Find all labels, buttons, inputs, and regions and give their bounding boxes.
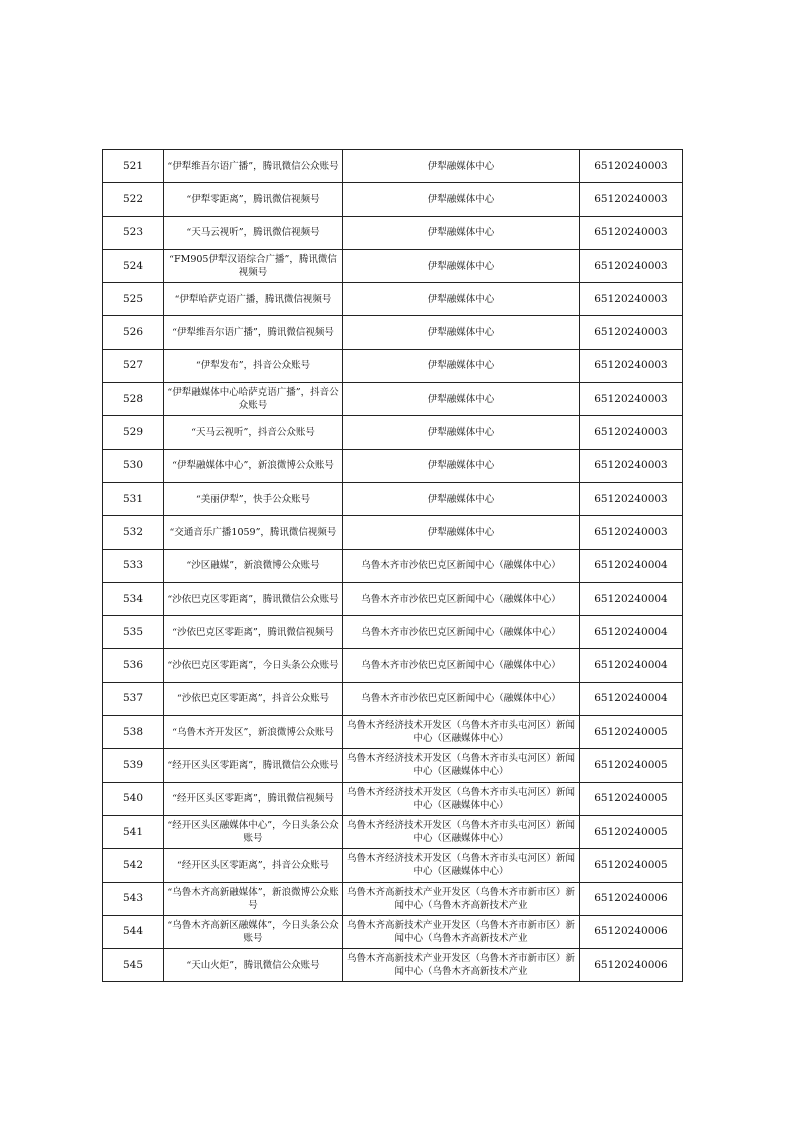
account-name-cell: “沙依巴克区零距离”，腾讯微信公众账号: [164, 582, 343, 615]
table-row: [103, 516, 683, 549]
license-code-cell: 65120240004: [580, 682, 683, 715]
account-name-cell: “沙区融媒”，新浪微博公众账号: [164, 549, 343, 582]
table-row: [103, 449, 683, 482]
organization-name-cell: 乌鲁木齐经济技术开发区（乌鲁木齐市头屯河区）新闻中心（区融媒体中心）: [343, 782, 580, 815]
row-number-cell: 532: [103, 516, 164, 549]
account-name-cell: “天马云视听”，腾讯微信视频号: [164, 216, 343, 249]
account-name-cell: “经开区头区零距离”，抖音公众账号: [164, 849, 343, 882]
account-name-cell: “沙依巴克区零距离”，今日头条公众账号: [164, 649, 343, 682]
license-code-cell: 65120240003: [580, 216, 683, 249]
account-name-cell: “美丽伊犁”，快手公众账号: [164, 482, 343, 515]
table-row: [103, 150, 683, 183]
account-name-cell: “经开区头区零距离”，腾讯微信公众账号: [164, 749, 343, 782]
registry-table: [102, 149, 683, 982]
organization-name-cell: 乌鲁木齐经济技术开发区（乌鲁木齐市头屯河区）新闻中心（区融媒体中心）: [343, 815, 580, 848]
account-name-cell: “沙依巴克区零距离”，抖音公众账号: [164, 682, 343, 715]
row-number-cell: 539: [103, 749, 164, 782]
account-name-cell: “伊犁融媒体中心哈萨克语广播”，抖音公众账号: [164, 383, 343, 416]
license-code-cell: 65120240003: [580, 482, 683, 515]
account-name-cell: “FM905伊犁汉语综合广播”，腾讯微信视频号: [164, 249, 343, 282]
table-row: [103, 782, 683, 815]
table-row: [103, 915, 683, 948]
table-row: [103, 216, 683, 249]
account-name-cell: “沙依巴克区零距离”，腾讯微信视频号: [164, 616, 343, 649]
organization-name-cell: 伊犁融媒体中心: [343, 416, 580, 449]
account-name-cell: “经开区头区零距离”，腾讯微信视频号: [164, 782, 343, 815]
row-number-cell: 541: [103, 815, 164, 848]
table-row: [103, 349, 683, 382]
license-code-cell: 65120240006: [580, 949, 683, 982]
table-row: [103, 882, 683, 915]
license-code-cell: 65120240005: [580, 782, 683, 815]
row-number-cell: 522: [103, 183, 164, 216]
registry-table-body: [103, 150, 683, 982]
row-number-cell: 524: [103, 249, 164, 282]
table-row: [103, 949, 683, 982]
organization-name-cell: 乌鲁木齐高新技术产业开发区（乌鲁木齐市新市区）新闻中心（乌鲁木齐高新技术产业: [343, 882, 580, 915]
license-code-cell: 65120240006: [580, 882, 683, 915]
table-row: [103, 716, 683, 749]
row-number-cell: 523: [103, 216, 164, 249]
organization-name-cell: 伊犁融媒体中心: [343, 316, 580, 349]
organization-name-cell: 伊犁融媒体中心: [343, 249, 580, 282]
row-number-cell: 527: [103, 349, 164, 382]
table-row: [103, 316, 683, 349]
row-number-cell: 544: [103, 915, 164, 948]
row-number-cell: 543: [103, 882, 164, 915]
table-row: [103, 383, 683, 416]
license-code-cell: 65120240004: [580, 582, 683, 615]
row-number-cell: 542: [103, 849, 164, 882]
organization-name-cell: 乌鲁木齐市沙依巴克区新闻中心（融媒体中心）: [343, 649, 580, 682]
table-row: [103, 815, 683, 848]
table-row: [103, 682, 683, 715]
organization-name-cell: 伊犁融媒体中心: [343, 449, 580, 482]
row-number-cell: 531: [103, 482, 164, 515]
organization-name-cell: 伊犁融媒体中心: [343, 183, 580, 216]
account-name-cell: “伊犁融媒体中心”，新浪微博公众账号: [164, 449, 343, 482]
license-code-cell: 65120240003: [580, 183, 683, 216]
organization-name-cell: 乌鲁木齐经济技术开发区（乌鲁木齐市头屯河区）新闻中心（区融媒体中心）: [343, 849, 580, 882]
license-code-cell: 65120240005: [580, 716, 683, 749]
license-code-cell: 65120240004: [580, 549, 683, 582]
account-name-cell: “天山火炬”，腾讯微信公众账号: [164, 949, 343, 982]
row-number-cell: 540: [103, 782, 164, 815]
license-code-cell: 65120240003: [580, 516, 683, 549]
organization-name-cell: 乌鲁木齐市沙依巴克区新闻中心（融媒体中心）: [343, 616, 580, 649]
row-number-cell: 530: [103, 449, 164, 482]
organization-name-cell: 乌鲁木齐经济技术开发区（乌鲁木齐市头屯河区）新闻中心（区融媒体中心）: [343, 716, 580, 749]
row-number-cell: 529: [103, 416, 164, 449]
table-row: [103, 549, 683, 582]
license-code-cell: 65120240006: [580, 915, 683, 948]
row-number-cell: 538: [103, 716, 164, 749]
row-number-cell: 536: [103, 649, 164, 682]
account-name-cell: “伊犁零距离”，腾讯微信视频号: [164, 183, 343, 216]
account-name-cell: “乌鲁木齐高新融媒体”，新浪微博公众账号: [164, 882, 343, 915]
account-name-cell: “乌鲁木齐高新区融媒体”，今日头条公众账号: [164, 915, 343, 948]
license-code-cell: 65120240003: [580, 283, 683, 316]
organization-name-cell: 乌鲁木齐高新技术产业开发区（乌鲁木齐市新市区）新闻中心（乌鲁木齐高新技术产业: [343, 915, 580, 948]
license-code-cell: 65120240003: [580, 316, 683, 349]
row-number-cell: 534: [103, 582, 164, 615]
row-number-cell: 533: [103, 549, 164, 582]
account-name-cell: “经开区头区融媒体中心”，今日头条公众账号: [164, 815, 343, 848]
account-name-cell: “伊犁哈萨克语广播，腾讯微信视频号: [164, 283, 343, 316]
account-name-cell: “伊犁发布”，抖音公众账号: [164, 349, 343, 382]
row-number-cell: 525: [103, 283, 164, 316]
account-name-cell: “乌鲁木齐开发区”，新浪微博公众账号: [164, 716, 343, 749]
table-row: [103, 582, 683, 615]
table-row: [103, 183, 683, 216]
table-row: [103, 616, 683, 649]
license-code-cell: 65120240005: [580, 749, 683, 782]
organization-name-cell: 伊犁融媒体中心: [343, 216, 580, 249]
row-number-cell: 537: [103, 682, 164, 715]
license-code-cell: 65120240003: [580, 150, 683, 183]
table-row: [103, 849, 683, 882]
license-code-cell: 65120240003: [580, 249, 683, 282]
organization-name-cell: 伊犁融媒体中心: [343, 349, 580, 382]
organization-name-cell: 乌鲁木齐市沙依巴克区新闻中心（融媒体中心）: [343, 582, 580, 615]
organization-name-cell: 乌鲁木齐经济技术开发区（乌鲁木齐市头屯河区）新闻中心（区融媒体中心）: [343, 749, 580, 782]
organization-name-cell: 乌鲁木齐高新技术产业开发区（乌鲁木齐市新市区）新闻中心（乌鲁木齐高新技术产业: [343, 949, 580, 982]
table-row: [103, 249, 683, 282]
organization-name-cell: 伊犁融媒体中心: [343, 150, 580, 183]
license-code-cell: 65120240003: [580, 349, 683, 382]
account-name-cell: “伊犁维吾尔语广播”，腾讯微信视频号: [164, 316, 343, 349]
organization-name-cell: 伊犁融媒体中心: [343, 482, 580, 515]
organization-name-cell: 伊犁融媒体中心: [343, 516, 580, 549]
table-row: [103, 749, 683, 782]
table-row: [103, 482, 683, 515]
account-name-cell: “交通音乐广播1059”，腾讯微信视频号: [164, 516, 343, 549]
organization-name-cell: 乌鲁木齐市沙依巴克区新闻中心（融媒体中心）: [343, 682, 580, 715]
license-code-cell: 65120240003: [580, 449, 683, 482]
account-name-cell: “天马云视听”，抖音公众账号: [164, 416, 343, 449]
row-number-cell: 528: [103, 383, 164, 416]
table-row: [103, 416, 683, 449]
license-code-cell: 65120240004: [580, 616, 683, 649]
organization-name-cell: 伊犁融媒体中心: [343, 383, 580, 416]
table-row: [103, 283, 683, 316]
row-number-cell: 526: [103, 316, 164, 349]
account-name-cell: “伊犁维吾尔语广播”，腾讯微信公众账号: [164, 150, 343, 183]
license-code-cell: 65120240004: [580, 649, 683, 682]
license-code-cell: 65120240003: [580, 416, 683, 449]
row-number-cell: 545: [103, 949, 164, 982]
row-number-cell: 521: [103, 150, 164, 183]
license-code-cell: 65120240005: [580, 815, 683, 848]
row-number-cell: 535: [103, 616, 164, 649]
license-code-cell: 65120240005: [580, 849, 683, 882]
organization-name-cell: 伊犁融媒体中心: [343, 283, 580, 316]
table-row: [103, 649, 683, 682]
organization-name-cell: 乌鲁木齐市沙依巴克区新闻中心（融媒体中心）: [343, 549, 580, 582]
license-code-cell: 65120240003: [580, 383, 683, 416]
